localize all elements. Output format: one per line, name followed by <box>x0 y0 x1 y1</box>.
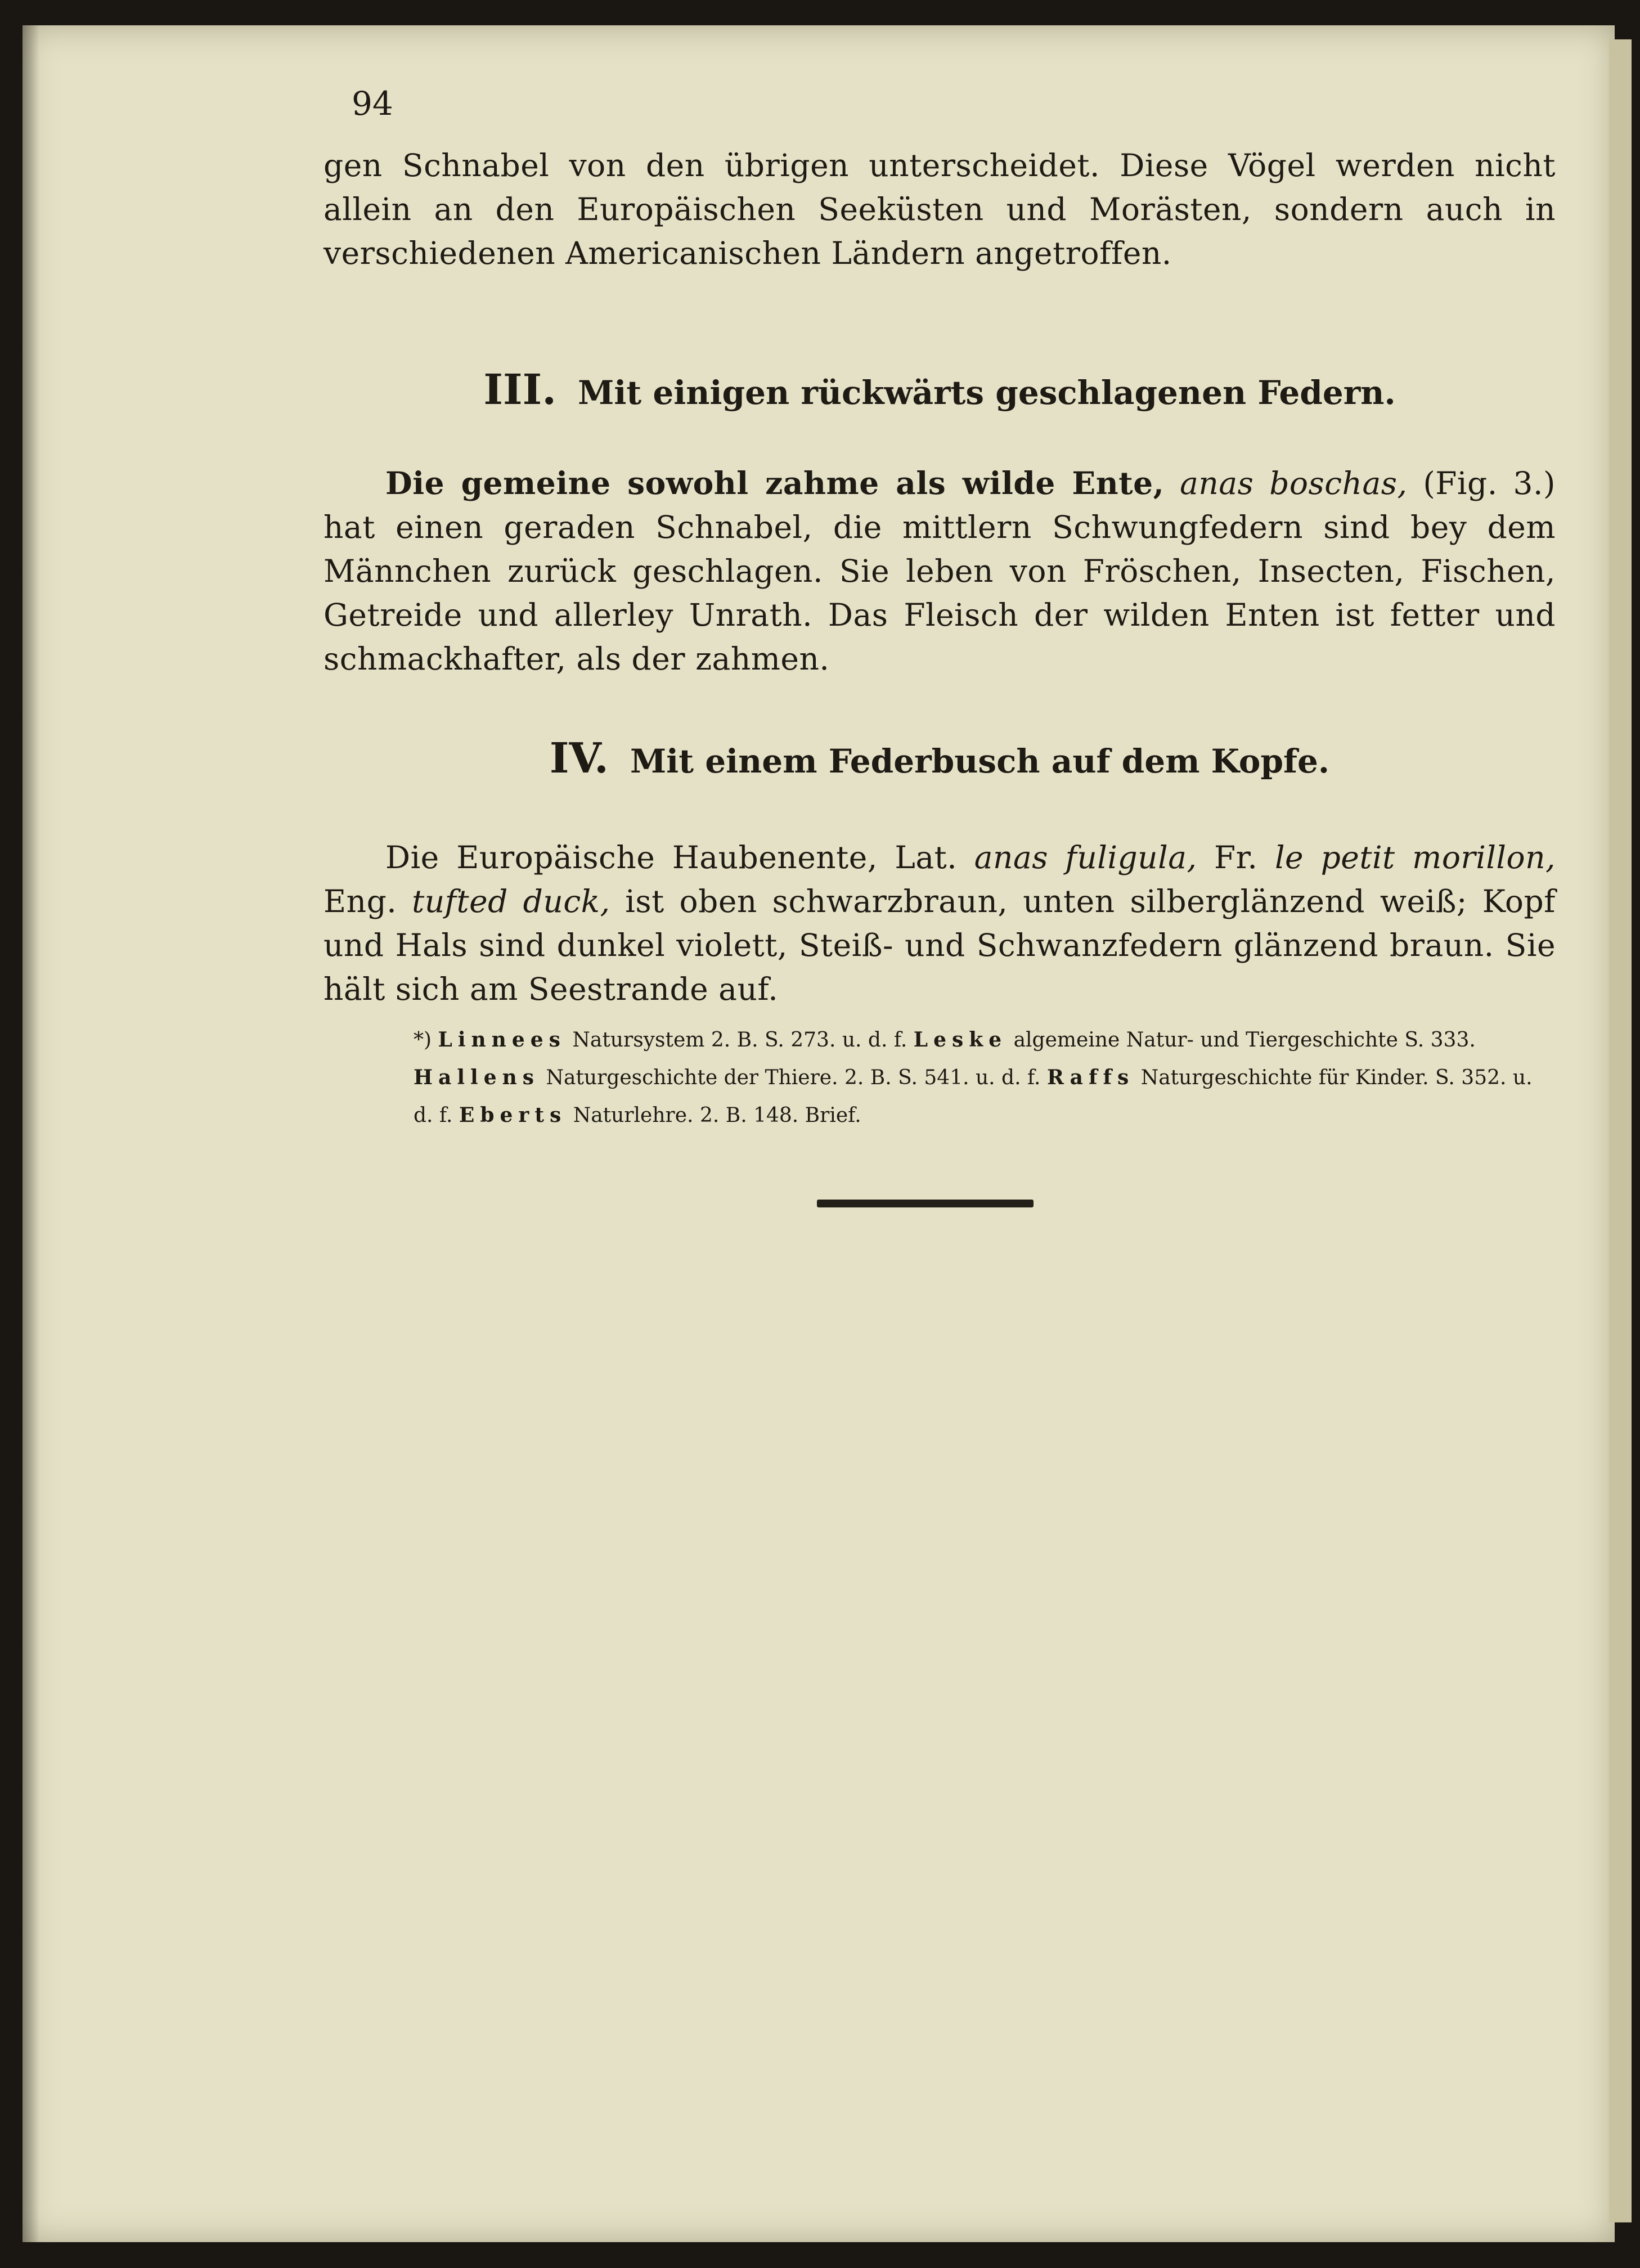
footnote-marker: *) <box>414 1029 432 1052</box>
footnote-text-4: Naturgeschichte für Kinder. S. 352. u. d. f. <box>414 1066 1533 1127</box>
section-3-rest: hat einen geraden Schnabel, die mittlern Schwungfedern sind bey dem Männchen zurück geschlagen. Sie leben von Fröschen, Insecten, Fischen, Getreide und allerley Unrath. Das Fleisch der wilden Enten ist fetter und schmackhafter, als der zahmen. <box>323 509 1556 677</box>
section-4-english: tufted duck, <box>412 883 610 919</box>
section-4-french: le petit morillon, <box>1274 839 1556 875</box>
section-4-latin: anas fuligula, <box>974 839 1197 875</box>
footnote-author-3: Hallens <box>414 1066 540 1089</box>
section-3-latin: anas boschas, <box>1180 465 1408 501</box>
section-4-title: Mit einem Federbusch auf dem Kopfe. <box>630 742 1330 780</box>
next-page-edge <box>1609 39 1632 2222</box>
section-3-heading <box>323 366 1556 414</box>
page-number: 94 <box>352 84 393 123</box>
section-3-paragraph <box>323 461 1556 681</box>
section-4-part-b: Fr. <box>1214 839 1258 875</box>
section-3-lead: Die gemeine sowohl zahme als wilde Ente, <box>385 465 1165 501</box>
section-end-rule <box>817 1200 1034 1207</box>
page-spine-shadow <box>23 25 39 2242</box>
footnote-text-5: Naturlehre. 2. B. 148. Brief. <box>573 1104 861 1127</box>
section-4-numeral: IV. <box>549 734 609 783</box>
footnote-author-4: Raffs <box>1046 1066 1135 1089</box>
section-4-part-c: Eng. <box>323 883 397 919</box>
section-4-part-a: Die Europäische Haubenente, Lat. <box>385 839 958 875</box>
footnote-text-1: Natursystem 2. B. S. 273. u. d. f. <box>572 1029 907 1052</box>
footnote-author-5: Eberts <box>459 1103 567 1127</box>
intro-paragraph: gen Schnabel von den übrigen unterscheidet. Diese Vögel werden nicht allein an den Europäischen Seeküsten und Morästen, sondern auch in verschiedenen Americanischen Ländern angetroffen. <box>323 147 1556 271</box>
footnote <box>414 1021 1550 1134</box>
footnote-author-2: Leske <box>913 1028 1008 1052</box>
footnote-text-3: Naturgeschichte der Thiere. 2. B. S. 541. u. d. f. <box>546 1066 1041 1089</box>
section-4-rest: ist oben schwarzbraun, unten silberglänzend weiß; Kopf und Hals sind dunkel violett, Steiß- und Schwanzfedern glänzend braun. Sie hält sich am Seestrande auf. <box>323 883 1556 1007</box>
footnote-author-1: Linnees <box>438 1028 566 1052</box>
section-4-paragraph <box>323 836 1556 1011</box>
section-3-numeral: III. <box>483 366 556 414</box>
footnote-text-2: algemeine Natur- und Tiergeschichte S. 333. <box>1013 1029 1476 1052</box>
section-3-fig: (Fig. 3.) <box>1423 465 1556 501</box>
section-4-heading <box>323 734 1556 783</box>
section-3-title: Mit einigen rückwärts geschlagenen Federn. <box>578 374 1396 412</box>
